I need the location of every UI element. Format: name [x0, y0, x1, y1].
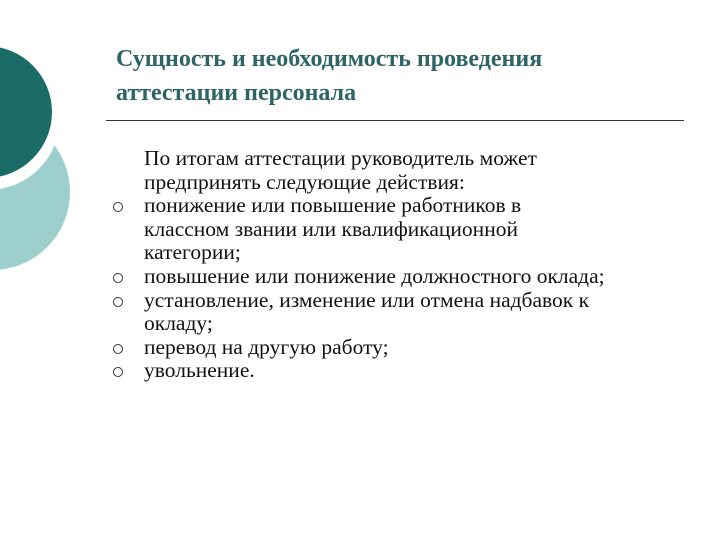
list-item — [107, 194, 697, 265]
list-item-text: перевод на другую работу; — [144, 334, 389, 359]
hollow-circle-icon — [113, 297, 123, 307]
list-item-line — [107, 289, 697, 313]
list-item-line: классном звании или квалификационной — [144, 216, 518, 241]
slide-body — [107, 147, 697, 383]
list-item-line: категории; — [144, 240, 241, 265]
list-item — [107, 289, 697, 336]
list-item — [107, 359, 697, 383]
list-item-text: установление, изменение или отмена надбавок к — [144, 287, 590, 312]
title-divider — [106, 120, 684, 121]
list-item-line — [107, 336, 697, 360]
list-item-line — [107, 359, 697, 383]
hollow-circle-icon — [113, 344, 123, 354]
title-line: Сущность и необходимость проведения — [116, 46, 543, 72]
list-item-line: окладу; — [144, 311, 213, 336]
list-item — [107, 265, 697, 289]
list-item-line — [107, 194, 697, 218]
title-line: аттестации персонала — [116, 80, 357, 106]
list-item-line — [107, 265, 697, 289]
slide-title — [116, 42, 676, 110]
intro-line: По итогам аттестации руководитель может — [144, 146, 537, 170]
list-item-text: понижение или повышение работников в — [144, 193, 522, 218]
hollow-circle-icon — [113, 273, 123, 283]
list-item-text: повышение или понижение должностного оклада; — [144, 263, 605, 288]
intro-line: предпринять следующие действия: — [144, 169, 465, 194]
teal-circles-decoration — [0, 0, 120, 300]
hollow-circle-icon — [113, 367, 123, 377]
list-item — [107, 336, 697, 360]
list-item-text: увольнение. — [144, 358, 255, 383]
hollow-circle-icon — [113, 202, 123, 212]
